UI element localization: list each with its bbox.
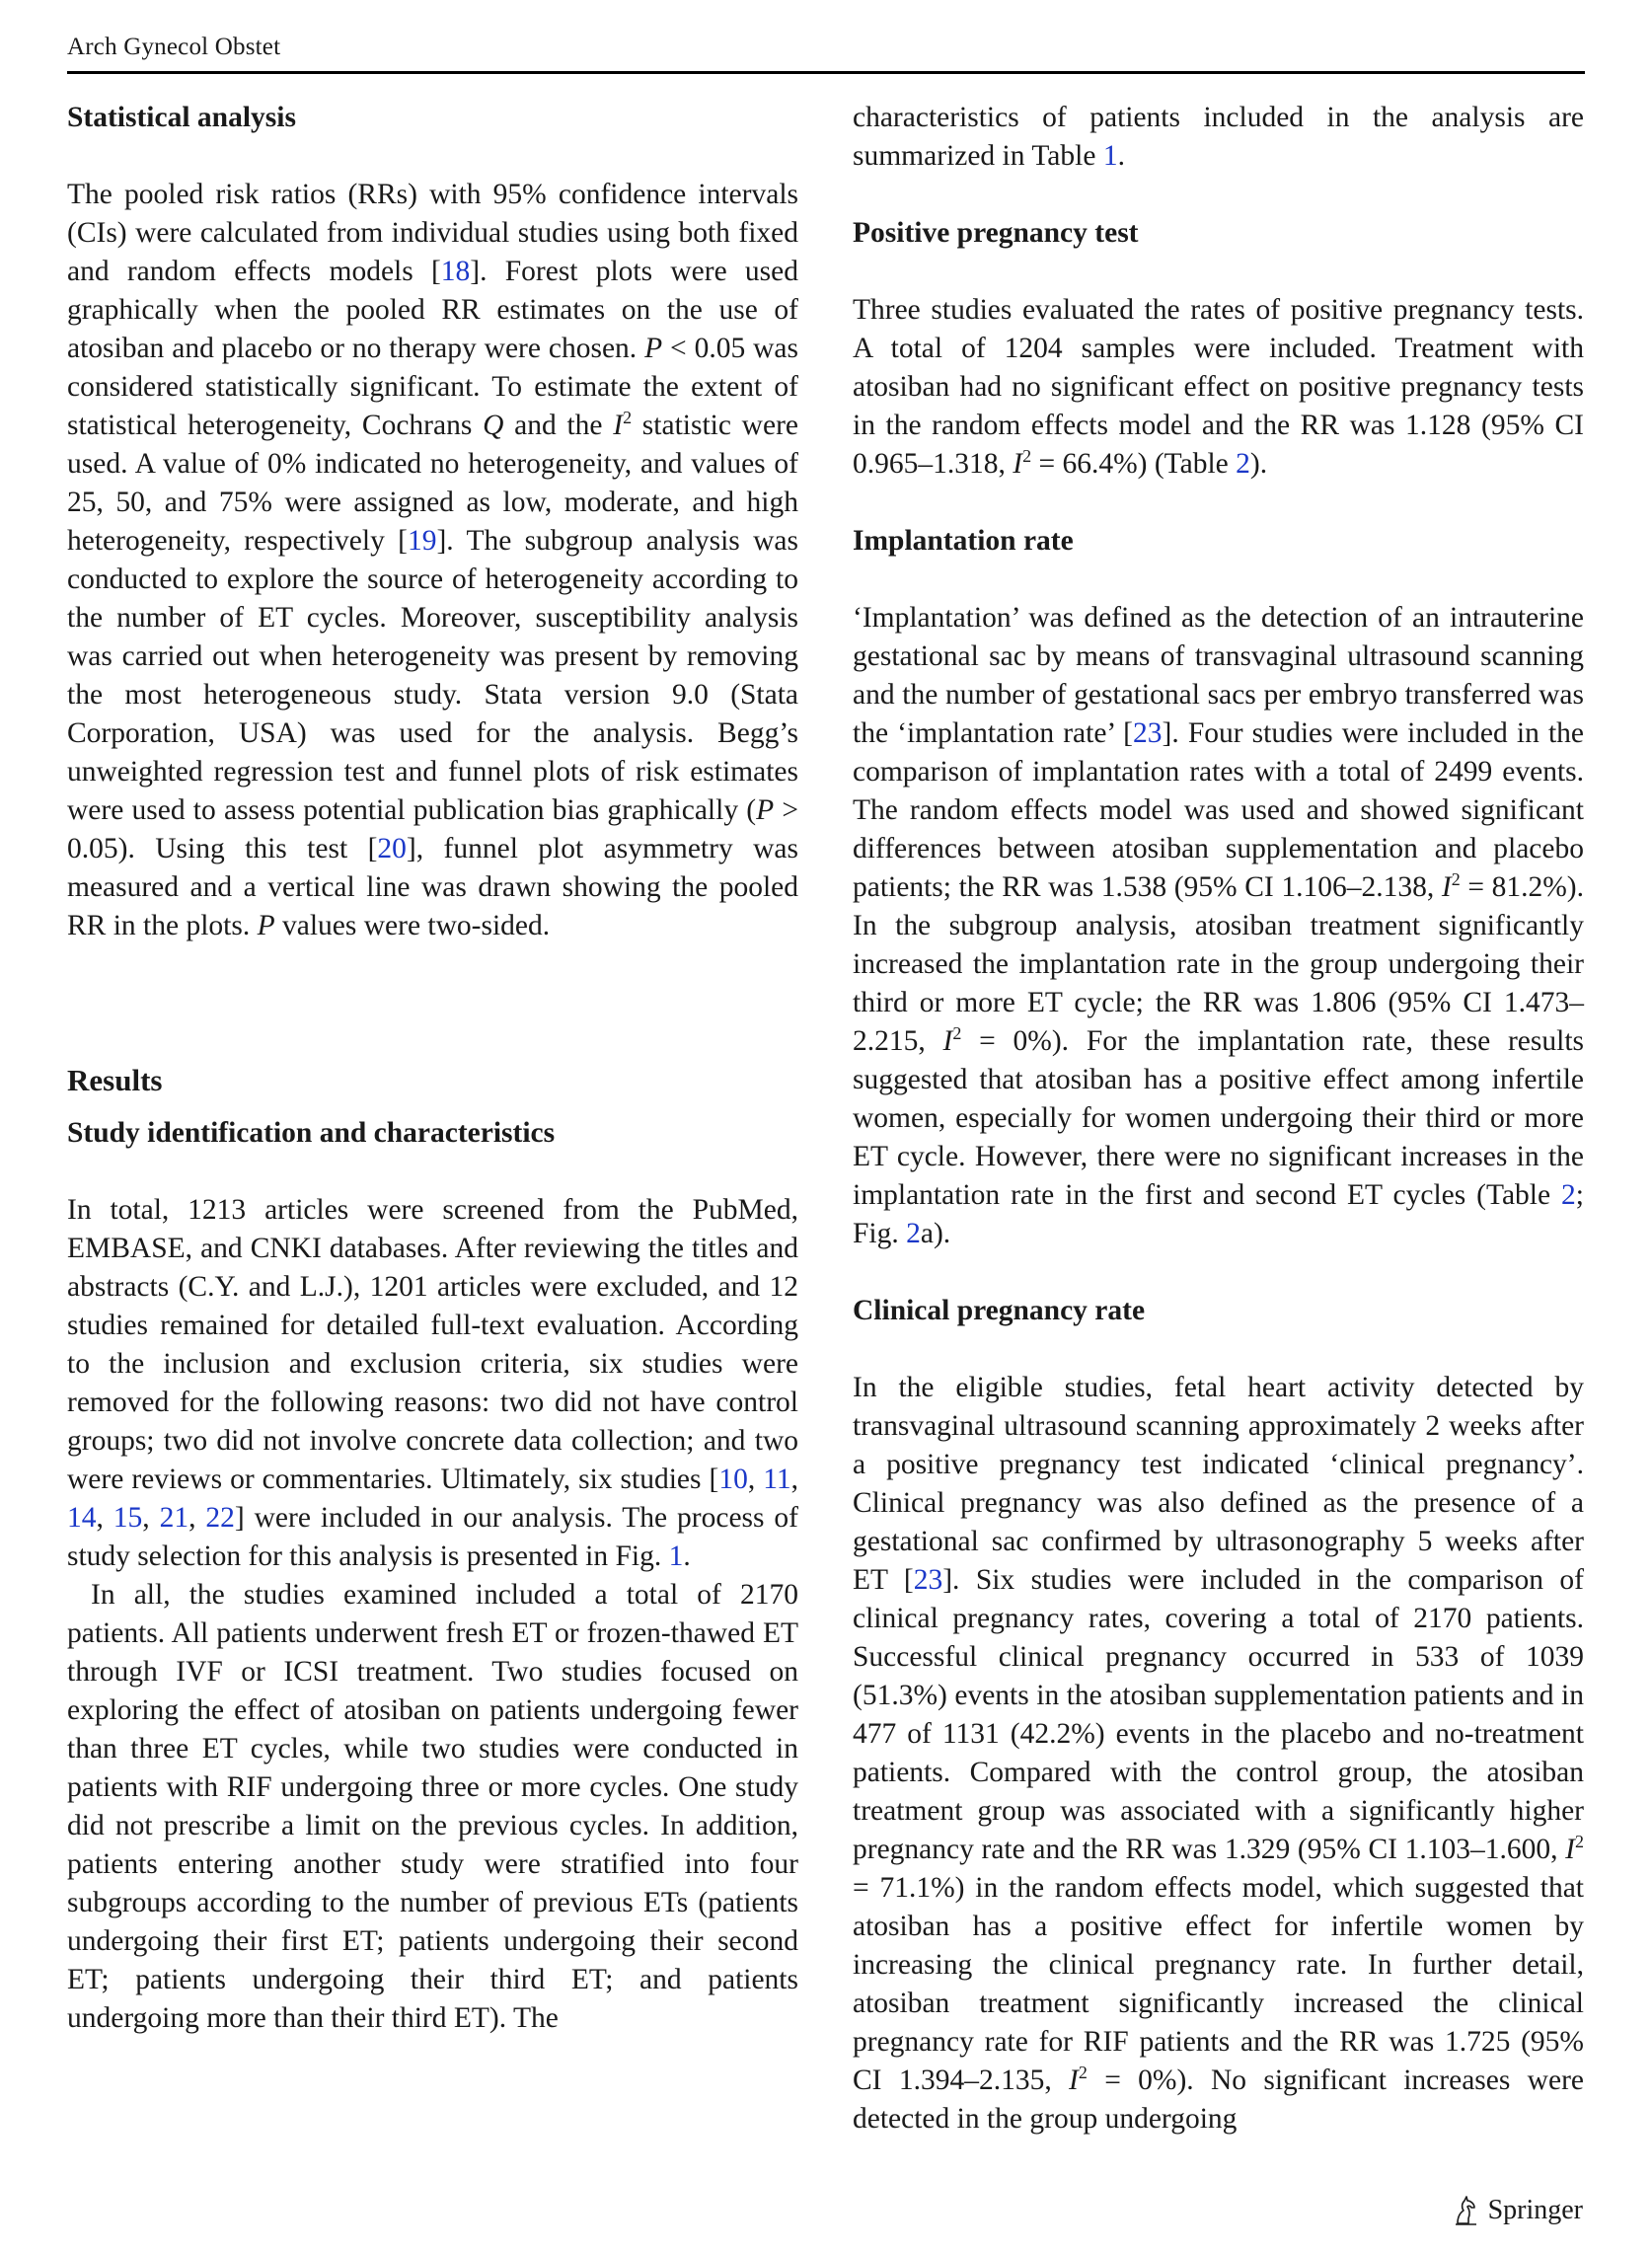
journal-name: Arch Gynecol Obstet — [67, 34, 281, 60]
left-column — [67, 99, 798, 2038]
spacer — [853, 484, 1584, 522]
italic-symbol: I — [1013, 448, 1023, 480]
superscript: 2 — [623, 408, 633, 428]
italic-symbol: P — [644, 333, 663, 364]
citation-link[interactable]: 23 — [913, 1564, 943, 1596]
spacer — [853, 1253, 1584, 1292]
superscript: 2 — [1575, 1832, 1584, 1852]
section-heading-results: Results — [67, 1063, 163, 1097]
citation-link[interactable]: 18 — [440, 256, 471, 287]
header-rule — [67, 71, 1585, 74]
superscript: 2 — [1022, 446, 1032, 467]
spacer — [853, 1330, 1584, 1369]
spacer — [67, 1099, 798, 1114]
italic-symbol: P — [257, 910, 275, 941]
superscript: 2 — [1451, 869, 1461, 890]
citation-link[interactable]: 1 — [668, 1540, 684, 1572]
italic-symbol: I — [1441, 871, 1452, 903]
clinical-pregnancy-rate-paragraph: In the eligible studies, fetal heart activity detected by transvaginal ultrasound scanning approximately 2 weeks after a positive pregnancy test indicated ‘clinical pregnancy’. Clinical pregnancy was also defined as the presence of a gestational sac confirmed by ultrasonography 5 weeks after ET [23]. Six studies were included in the comparison of clinical pregnancy rates, covering a total of 2170 patients. Successful clinical pregnancy occurred in 533 of 1039 (51.3%) events in the atosiban supplementation patients and in 477 of 1131 (42.2%) events in the placebo and no-treatment patients. Compared with the control group, the atosiban treatment group was associated with a significantly higher pregnancy rate and the RR was 1.329 (95% CI 1.103–1.600, $I^2 = 71.1\%$) in the random effects model, which suggested that atosiban has a positive effect for infertile women by increasing the clinical pregnancy rate. In further detail, atosiban treatment significantly increased the clinical pregnancy rate for RIF patients and the RR was 1.725 (95% CI 1.394–2.135, $I^2 = 0\%$). No significant increases were detected in the group undergoing — [853, 1372, 1584, 2135]
citation-link[interactable]: 10 — [718, 1464, 748, 1495]
citation-link[interactable]: 2 — [1236, 448, 1250, 480]
citation-link[interactable]: 14 — [67, 1502, 97, 1534]
running-header — [67, 28, 1585, 75]
citation-link[interactable]: 19 — [407, 525, 437, 557]
italic-symbol: I — [1565, 1834, 1575, 1865]
citation-link[interactable]: 1 — [1102, 140, 1118, 172]
italic-symbol: P — [756, 794, 775, 826]
superscript: 2 — [1078, 2063, 1088, 2083]
citation-link[interactable]: 15 — [113, 1502, 143, 1534]
publisher-name: Springer — [1487, 2195, 1583, 2225]
study-characteristics-continued: characteristics of patients included in the analysis are summarized in Table 1. — [853, 102, 1584, 172]
citation-link[interactable]: 22 — [205, 1502, 235, 1534]
subsection-heading-implantation-rate: Implantation rate — [853, 525, 1074, 557]
superscript: 2 — [952, 1023, 962, 1044]
statistical-analysis-paragraph: The pooled risk ratios (RRs) with 95% confidence intervals (CIs) were calculated from individual studies using both fixed and random effects models [18]. Forest plots were used graphically when the pooled RR estimates on the use of atosiban and placebo or no therapy were chosen. P < 0.05 was considered statistically significant. To estimate the extent of statistical heterogeneity, Cochrans Q and the $I^2$ statistic were used. A value of 0% indicated no heterogeneity, and values of 25, 50, and 75% were assigned as low, moderate, and high heterogeneity, respectively [19]. The subgroup analysis was conducted to explore the source of heterogeneity according to the number of ET cycles. Moreover, susceptibility analysis was carried out when heterogeneity was present by removing the most heterogeneous study. Stata version 9.0 (Stata Corporation, USA) was used for the analysis. Begg’s unweighted regression test and funnel plots of risk estimates were used to assess potential publication bias graphically (P > 0.05). Using this test [20], funnel plot asymmetry was measured and a vertical line was drawn showing the pooled RR in the plots. P values were two-sided. — [67, 179, 799, 941]
citation-link[interactable]: 11 — [763, 1464, 791, 1495]
implantation-rate-paragraph: ‘Implantation’ was defined as the detection of an intrauterine gestational sac by means of transvaginal ultrasound scanning and the number of gestational sacs per embryo transferred was the ‘implantation rate’ [23]. Four studies were included in the comparison of implantation rates with a total of 2499 events. The random effects model was used and showed significant differences between atosiban supplementation and placebo patients; the RR was 1.538 (95% CI 1.106–2.138, $I^2 = 81.2\%$). In the subgroup analysis, atosiban treatment significantly increased the implantation rate in the group undergoing their third or more ET cycle; the RR was 1.806 (95% CI 1.473–2.215, $I^2 = 0\%$). For the implantation rate, these results suggested that atosiban has a positive effect among infertile women, especially for women undergoing their third or more ET cycle. However, there were no significant increases in the implantation rate in the first and second ET cycles (Table 2; Fig. 2a). — [853, 602, 1585, 1249]
positive-pregnancy-test-paragraph: Three studies evaluated the rates of positive pregnancy tests. A total of 1204 samples were included. Treatment with atosiban had no significant effect on positive pregnancy tests in the random effects model and the RR was 1.128 (95% CI 0.965–1.318, $I^2 = 66.4\%$) (Table 2). — [853, 294, 1584, 480]
spacer — [67, 1153, 798, 1191]
study-identification-paragraph-1: In total, 1213 articles were screened from the PubMed, EMBASE, and CNKI databases. After reviewing the titles and abstracts (C.Y. and L.J.), 1201 articles were excluded, and 12 studies remained for detailed full-text evaluation. According to the inclusion and exclusion criteria, six studies were removed for the following reasons: two did not have control groups; two did not involve concrete data collection; and two were reviews or commentaries. Ultimately, six studies [10, 11, 14, 15, 21, 22] were included in our analysis. The process of study selection for this analysis is presented in Fig. 1. — [67, 1194, 799, 1572]
italic-symbol: I — [613, 410, 624, 441]
section-heading-statistical-analysis: Statistical analysis — [67, 102, 296, 133]
springer-horse-icon — [1453, 2195, 1480, 2226]
subsection-heading-positive-pregnancy-test: Positive pregnancy test — [853, 217, 1139, 249]
spacer — [67, 945, 798, 1061]
citation-link[interactable]: 21 — [159, 1502, 189, 1534]
citation-link[interactable]: 2 — [1561, 1179, 1576, 1211]
italic-symbol: Q — [483, 410, 504, 441]
citation-link[interactable]: 20 — [377, 833, 407, 864]
publisher-footer — [1453, 2195, 1583, 2226]
spacer — [853, 176, 1584, 214]
citation-link[interactable]: 2 — [906, 1218, 921, 1249]
spacer — [853, 561, 1584, 599]
study-identification-paragraph-2: In all, the studies examined included a total of 2170 patients. All patients underwent fresh ET or frozen-thawed ET through IVF or ICSI treatment. Two studies focused on exploring the effect of atosiban on patients undergoing fewer than three ET cycles, while two studies were conducted in patients with RIF undergoing three or more cycles. One study did not prescribe a limit on the previous cycles. In addition, patients entering another study were stratified into four subgroups according to the number of previous ETs (patients undergoing their first ET; patients undergoing their second ET; patients undergoing their third ET; and patients undergoing more than their third ET). The — [67, 1579, 798, 2034]
subsection-heading-study-identification: Study identification and characteristics — [67, 1117, 556, 1149]
italic-symbol: I — [942, 1025, 953, 1057]
citation-link[interactable]: 23 — [1133, 717, 1163, 749]
italic-symbol: I — [1069, 2064, 1079, 2096]
subsection-heading-clinical-pregnancy-rate: Clinical pregnancy rate — [853, 1295, 1146, 1326]
spacer — [67, 137, 798, 176]
right-column — [853, 99, 1584, 2139]
spacer — [853, 253, 1584, 291]
